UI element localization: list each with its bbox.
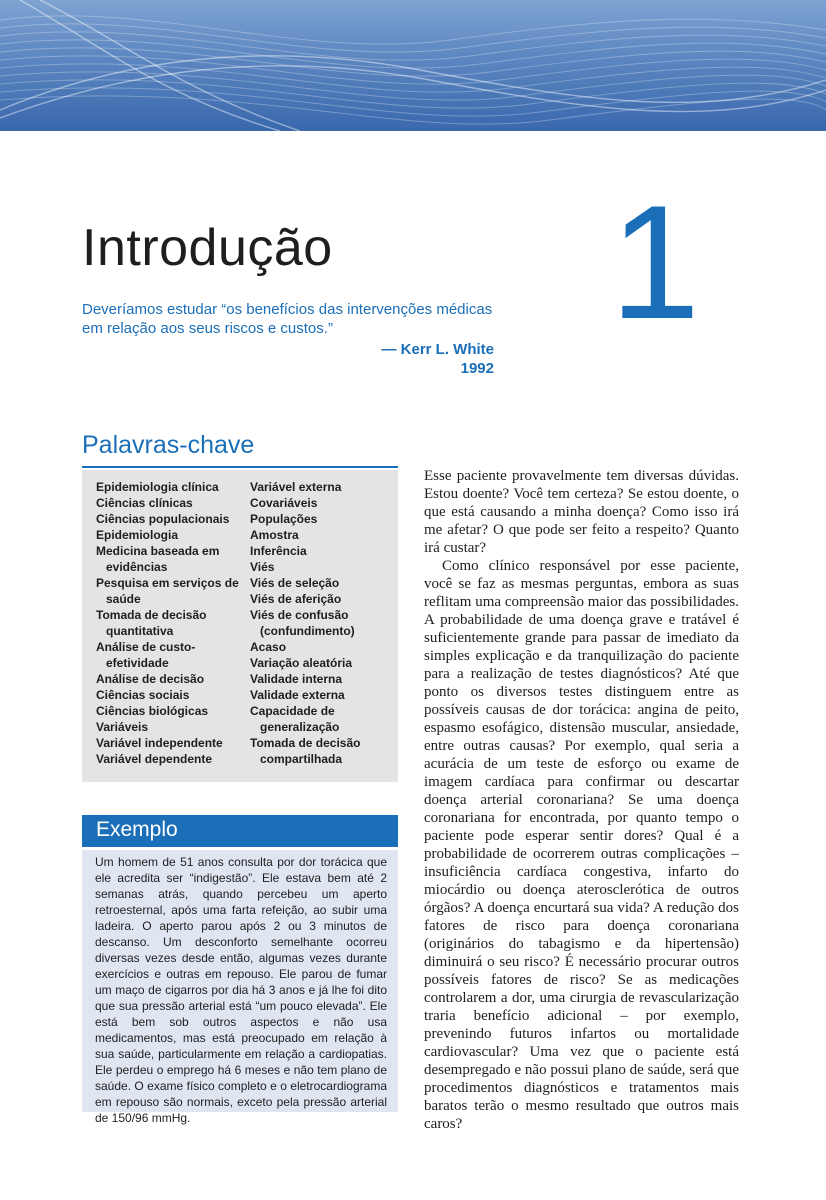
keyword-item: Covariáveis	[250, 496, 318, 510]
keyword-item: Medicina baseada em evidências	[96, 544, 220, 574]
keyword-item: Acaso	[250, 640, 287, 654]
keyword-item: Capacidade de generalização	[250, 704, 340, 734]
keyword-item: Tomada de decisão quantitativa	[96, 608, 207, 638]
keyword-item: Ciências biológicas	[96, 704, 209, 718]
keyword-item: Análise de custo-efetividade	[96, 640, 196, 670]
keyword-item: Validade interna	[250, 672, 343, 686]
keyword-item: Viés de confusão (confundimento)	[250, 608, 355, 638]
chapter-title: Introdução	[82, 219, 333, 277]
header-banner	[0, 0, 826, 131]
keywords-right-column	[250, 479, 395, 767]
body-paragraph: Como clínico responsável por esse paciente, você se faz as mesmas perguntas, embora as suas reflitam uma compreensão maior das possibilidades. A probabilidade de uma doença grave e tratável é suficientemente grande para passar de imediato da simples explicação e da tranquilização do paciente para a realização de testes diagnósticos? Até que ponto os diversos testes distinguem entre as possíveis causas de dor torácica: angina de peito, espasmo esofágico, distensão muscular, ansiedade, entre outras causas? Por exemplo, qual seria a acurácia de um teste de esforço ou exame de imagem cardíaca para confirmar ou descartar doença arterial coronariana? Se uma doença coronariana for encontrada, por quanto tempo o paciente pode esperar sentir dores? Qual é a probabilidade de ocorrerem outras complicações – insuficiência cardíaca congestiva, infarto do miocárdio ou doença aterosclerótica de outros órgãos? A doença encurtará sua vida? A redução dos fatores de risco para doença coronariana (originários do tabagismo e da hipertensão) diminuirá o seu risco? É necessário procurar outros possíveis fatores de risco? Se as medicações controlarem a dor, uma cirurgia de revascularização traria benefício adicional – por exemplo, prevenindo futuros infartos ou mortalidade cardiovascular? Uma vez que o paciente está desempregado e não possui plano de saúde, será que procedimentos diagnósticos e tratamentos mais baratos terão o mesmo resultado que outros mais caros?	[424, 558, 739, 1132]
epigraph-year: 1992	[460, 360, 494, 377]
body-text	[424, 467, 739, 1133]
keyword-item: Amostra	[250, 528, 299, 542]
keyword-item: Ciências populacionais	[96, 512, 230, 526]
epigraph-author: — Kerr L. White	[381, 341, 494, 358]
keyword-item: Viés de aferição	[250, 592, 342, 606]
example-header	[82, 815, 398, 847]
keyword-item: Validade externa	[250, 688, 345, 702]
epigraph-quote: Deveríamos estudar “os benefícios das intervenções médicas em relação aos seus riscos e custos.”	[82, 301, 493, 337]
keyword-item: Variáveis	[96, 720, 149, 734]
example-heading: Exemplo	[96, 818, 178, 841]
keyword-item: Epidemiologia	[96, 528, 179, 542]
keyword-item: Tomada de decisão compartilhada	[250, 736, 361, 766]
keywords-box	[82, 470, 398, 782]
keywords-rule	[82, 466, 398, 468]
body-paragraph: Esse paciente provavelmente tem diversas dúvidas. Estou doente? Você tem certeza? Se estou doente, o que está causando a minha doença? Como isso irá me afetar? O que pode ser feito a respeito? Quanto irá custar?	[424, 468, 739, 556]
example-text: Um homem de 51 anos consulta por dor torácica que ele acredita ser “indigestão”. Ele estava bem até 2 semanas atrás, quando percebeu um aperto retroesternal, após uma farta refeição, ao subir uma ladeira. O aperto parou após 2 ou 3 minutos de descanso. Um desconforto semelhante ocorreu diversas vezes desde então, algumas vezes durante exercícios e outras em repouso. Ele parou de fumar um maço de cigarros por dia há 3 anos e já lhe foi dito que sua pressão arterial está “um pouco elevada”. Ele está bem sob outros aspectos e não usa medicamentos, mas está preocupado em relação à sua saúde, particularmente em relação a cardiopatias. Ele perdeu o emprego há 6 meses e não tem plano de saúde. O exame físico completo e o eletrocardiograma em repouso são normais, exceto pela pressão arterial de 150/96 mmHg.	[95, 855, 387, 1125]
keyword-item: Ciências clínicas	[96, 496, 193, 510]
keyword-item: Variável externa	[250, 480, 342, 494]
keywords-left-column	[96, 479, 246, 767]
keywords-heading: Palavras-chave	[82, 431, 255, 459]
keyword-item: Epidemiologia clínica	[96, 480, 219, 494]
keyword-item: Populações	[250, 512, 318, 526]
keyword-item: Variável independente	[96, 736, 223, 750]
keyword-item: Variável dependente	[96, 752, 213, 766]
chapter-number: 1	[610, 172, 701, 353]
keyword-item: Pesquisa em serviços de saúde	[96, 576, 239, 606]
keyword-item: Viés	[250, 560, 275, 574]
keyword-item: Variação aleatória	[250, 656, 353, 670]
keyword-item: Ciências sociais	[96, 688, 190, 702]
wave-pattern	[0, 0, 826, 131]
epigraph	[82, 300, 502, 377]
keyword-item: Inferência	[250, 544, 307, 558]
example-box	[82, 850, 398, 1125]
keyword-item: Análise de decisão	[96, 672, 205, 686]
keyword-item: Viés de seleção	[250, 576, 340, 590]
